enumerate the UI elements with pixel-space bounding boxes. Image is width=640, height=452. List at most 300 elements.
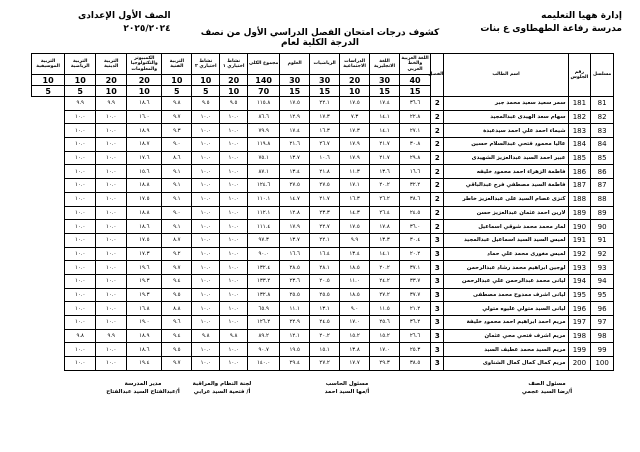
signatures-footer [18,380,622,410]
signature-role: لجنة النظام والمراقبة [192,381,252,387]
score-cell: ١٠.٠ [65,316,96,330]
score-cell: ١٧.٣ [127,247,162,261]
score-cell: ٢٤.٥ [310,316,340,330]
score-cell: ١٠.٠ [65,206,96,220]
score-cell: ١٨.٩ [127,124,162,138]
table-row [32,274,614,288]
student-name-cell: فاطمة السيد مصطفي فرج عبدالباقي [444,179,568,193]
score-cell: ١٤٠.٠ [248,357,280,371]
serial-cell: 86 [591,165,614,179]
score-cell: ١٧.٣ [310,110,340,124]
score-cell: ١٣٣.٢ [248,274,280,288]
score-cell: ٩.١ [162,220,192,234]
score-cell: ٩.٢ [162,247,192,261]
score-cell: ١٧.٠ [370,343,400,357]
score-cell: ١٠.٠ [65,138,96,152]
score-cell: ٩.٣ [162,124,192,138]
seat-number-cell: 186 [568,165,591,179]
score-cell: ١٣.٧ [280,151,310,165]
table-row [32,233,614,247]
seat-number-cell: 200 [568,357,591,371]
column-header: اللغة الانجليزية [370,54,400,75]
score-cell: ١٠.٠ [65,274,96,288]
score-cell: ١١.٥ [370,302,400,316]
column-header: التربية الدينية [96,54,127,75]
max-score-cell: 20 [220,75,248,86]
score-cell: ١٦.٨ [127,302,162,316]
score-cell: ١٣.٤ [340,247,370,261]
score-cell: ١٠.٠ [192,261,220,275]
score-cell: ١٣.٦ [370,165,400,179]
seat-number-cell: 190 [568,220,591,234]
score-cell: ١٠.٠ [96,165,127,179]
serial-cell: 98 [591,329,614,343]
table-row [32,329,614,343]
table-row [32,110,614,124]
score-cell: ٣٨.٦ [400,192,431,206]
seat-number-cell: 192 [568,247,591,261]
score-cell: ٢٢.١ [310,97,340,111]
signature-role: مسئول الصف [528,381,566,387]
class-cell: 3 [431,274,444,288]
min-score-cell: 15 [400,86,431,97]
score-cell: ٢٤.٢ [370,274,400,288]
score-cell: ٩.٧ [162,110,192,124]
score-cell: ٢٢.٧ [310,220,340,234]
min-score-cell: 5 [32,86,65,97]
score-cell: ٢٠.٢ [370,179,400,193]
student-name-cell: عاليا محمود فتحي عبدالسلام حسين [444,138,568,152]
score-cell: ١٧.٥ [280,97,310,111]
score-cell: ٩.٨ [162,97,192,111]
score-cell: ١٠.٠ [220,302,248,316]
column-header: نشاط اختياري ١ [220,54,248,75]
score-cell: ١٠.٠ [192,220,220,234]
score-cell: ٢٨.١ [310,261,340,275]
score-cell: ١٠.٠ [192,302,220,316]
score-cell: ٢٧.٢ [310,357,340,371]
score-cell: ١٣.٧ [280,233,310,247]
score-cell: ١٠.٠ [65,288,96,302]
serial-cell: 82 [591,110,614,124]
grade-info [78,10,171,36]
column-header: نشاط اختياري ٢ [192,54,220,75]
min-score-cell: 10 [96,86,127,97]
class-cell: 2 [431,138,444,152]
score-cell: ٣٢.٢ [400,179,431,193]
score-cell: ٢١.٦ [280,138,310,152]
score-cell: ١١٢.١ [248,206,280,220]
student-name-cell: فاطمة الزهراء احمد محمود خليفه [444,165,568,179]
min-score-cell: 15 [310,86,340,97]
score-cell: ٩.٩ [65,97,96,111]
score-cell: ١٠.٠ [96,261,127,275]
serial-cell: 93 [591,261,614,275]
admin-name: إدارة ههيا التعليمه [541,11,622,21]
score-cell: ١٧.٥ [340,97,370,111]
column-header: العلوم [280,54,310,75]
score-cell: ٢٠.٢ [400,247,431,261]
score-cell: ٨٩.٢ [248,329,280,343]
student-name-cell: ليانى اشرف ممدوح محمد مصطفى [444,288,568,302]
score-cell: ١٦.٣ [340,192,370,206]
score-cell: ٢٩.٣ [370,357,400,371]
grades-table [31,53,614,371]
serial-cell: 97 [591,316,614,330]
score-cell: ١٢.١ [280,329,310,343]
score-cell: ٢٧.٥ [280,179,310,193]
score-cell: ١٣٢.٨ [248,288,280,302]
max-score-cell: 20 [96,75,127,86]
min-score-cell: 15 [370,86,400,97]
score-cell: ١٤.٧ [280,192,310,206]
score-cell: ١٠.٠ [220,138,248,152]
score-cell: ٩.٥ [162,288,192,302]
class-cell: 3 [431,357,444,371]
class-cell: 3 [431,329,444,343]
score-cell: ١٠.٠ [96,124,127,138]
serial-cell: 99 [591,343,614,357]
score-cell: ١٤.١ [370,110,400,124]
table-row [32,138,614,152]
score-cell: ١٠.٠ [220,343,248,357]
score-cell: ١٩.٣ [127,288,162,302]
score-cell: ٣٠.٤ [400,233,431,247]
score-cell: ١٧.٥ [127,233,162,247]
score-cell: ١٠.٠ [96,138,127,152]
student-name-cell: مريم السيد محمد عطيف السيد [444,343,568,357]
signature-computer-officer [292,380,402,396]
min-score-cell: 15 [280,86,310,97]
class-cell: 3 [431,288,444,302]
table-row [32,192,614,206]
score-cell: ٢٢.٩ [280,316,310,330]
score-cell: ١٠.٠ [65,165,96,179]
title-text: كشوف درجات امتحان الفصل الدراسي الأول من نصف الدرجة الكلية لعام [200,28,440,48]
header-row [32,54,614,75]
seat-number-cell: 195 [568,288,591,302]
score-cell: ٩.٥ [192,97,220,111]
score-cell: ١٩.٠ [127,316,162,330]
score-cell: ١٠.٠ [65,192,96,206]
signature-name: أ/ فتحية السيد عرابي [193,389,251,395]
score-cell: ١٠.٠ [65,110,96,124]
score-cell: ١٠.٦ [310,151,340,165]
score-cell: ١٠.٠ [220,110,248,124]
class-cell: 2 [431,179,444,193]
min-score-cell: 5 [65,86,96,97]
score-cell: ٩.٨ [65,329,96,343]
table-row [32,151,614,165]
score-cell: ١٧.٩ [340,138,370,152]
class-cell: 3 [431,233,444,247]
column-header: الدراسات الاجتماعية [340,54,370,75]
student-name-cell: سهام سعد الهيدى عبدالمجيد [444,110,568,124]
column-header: مجموع الكلي [248,54,280,75]
seat-number-cell: 194 [568,274,591,288]
score-cell: ١٠.٠ [96,179,127,193]
score-cell: ١٠.٠ [192,274,220,288]
score-cell: ١١.٠ [340,274,370,288]
serial-cell: 83 [591,124,614,138]
max-score-cell: 10 [192,75,220,86]
score-cell: ١٥.٢ [340,329,370,343]
column-header: الفصل [431,54,444,97]
score-cell: ١٤.٣ [340,206,370,220]
class-cell: 2 [431,97,444,111]
class-cell: 2 [431,165,444,179]
score-cell: ٢٦.٤ [370,206,400,220]
score-cell: ٧٥.١ [248,151,280,165]
max-score-cell: 40 [400,75,431,86]
seat-number-cell: 181 [568,97,591,111]
max-score-cell: 30 [370,75,400,86]
score-cell: ١٦.٣ [310,124,340,138]
class-cell: 3 [431,261,444,275]
score-cell: ١٠.٠ [65,179,96,193]
class-cell: 3 [431,302,444,316]
score-cell: ٩.٧ [162,261,192,275]
table-row [32,343,614,357]
score-cell: ٩.٠ [162,138,192,152]
min-score-cell: 5 [192,86,220,97]
score-cell: ٢٤.٥ [400,206,431,220]
score-cell: ٩.٥ [162,343,192,357]
score-cell: ١٤.١ [370,124,400,138]
score-cell: ١١.٣ [340,165,370,179]
student-name-cell: كنزى عصام السيد على عبدالعزيز خاطر [444,192,568,206]
signature-principal [78,380,208,396]
score-cell: ١٠.٠ [220,247,248,261]
score-cell: ١٠.٠ [65,247,96,261]
serial-cell: 90 [591,220,614,234]
table-row [32,261,614,275]
serial-cell: 84 [591,138,614,152]
serial-cell: 85 [591,151,614,165]
seat-number-cell: 191 [568,233,591,247]
score-cell: ١٠.٠ [220,288,248,302]
score-cell: ٨.٦ [162,151,192,165]
score-cell: ١٠.٠ [96,316,127,330]
score-cell: ٣٨.٥ [400,357,431,371]
score-cell: ١٠.٠ [96,288,127,302]
score-cell: ١٧.٨ [370,220,400,234]
score-cell: ١٨.٥ [340,288,370,302]
student-name-cell: لارين احمد عثمان عبدالعزيز حسن [444,206,568,220]
table-row [32,316,614,330]
score-cell: ١٠.٠ [65,357,96,371]
score-cell: ٢٧.١ [400,124,431,138]
column-header: مسلسل [591,54,614,97]
score-cell: ١٠.٠ [220,124,248,138]
score-cell: ١٠.٠ [192,233,220,247]
score-cell: ١٧.٤ [370,97,400,111]
student-name-cell: لميس السيد السيد اسماعيل عبدالمجيد [444,233,568,247]
student-name-cell: مريم اشرف فتحي محي عثمان [444,329,568,343]
score-cell: ١٨.٩ [127,329,162,343]
column-header: اللغة العربية والخط العربي [400,54,431,75]
score-cell: ٢٥.٥ [280,288,310,302]
score-cell: ١٩.٣ [127,274,162,288]
table-row [32,220,614,234]
score-cell: ١٠.٠ [192,179,220,193]
table-row [32,124,614,138]
score-cell: ١٠.٠ [96,110,127,124]
score-cell: ٢١.٢ [400,302,431,316]
serial-cell: 94 [591,274,614,288]
score-cell: ١٦.٤ [310,247,340,261]
score-cell: ١٧.٩ [340,151,370,165]
score-cell: ١٠.٠ [96,274,127,288]
score-cell: ٧.٣ [340,110,370,124]
score-cell: ٣٦.٠ [400,220,431,234]
score-cell: ١٣.٨ [340,343,370,357]
serial-cell: 95 [591,288,614,302]
score-cell: ١٠.٠ [220,233,248,247]
score-cell: ٢٠.٢ [370,261,400,275]
score-cell: ٢٨.٥ [280,261,310,275]
score-cell: ١٠.٠ [65,124,96,138]
score-cell: ٦٥.٩ [248,302,280,316]
signature-role: مسئول الحاسب [325,381,369,387]
score-cell: ١٠.٠ [192,206,220,220]
signature-name: أ/مها السيد احمد [324,389,370,395]
score-cell: ١٠.٠ [220,192,248,206]
score-cell: ١٧.٣ [340,124,370,138]
student-name-cell: لوجين ابراهيم محمد رشاد عبدالرحمن [444,261,568,275]
column-header: التربية الفنية [162,54,192,75]
student-name-cell: مريم كمال كمال كمال الشناوى [444,357,568,371]
serial-cell: 100 [591,357,614,371]
score-cell: ١٠.٠ [96,192,127,206]
score-cell: ٢٠.٢ [310,329,340,343]
score-cell: ٢٥.٦ [370,316,400,330]
score-cell: ١١٠.١ [248,192,280,206]
seat-number-cell: 185 [568,151,591,165]
score-cell: ٩.٦ [162,316,192,330]
score-cell: ١٠.٠ [220,220,248,234]
max-score-cell: 30 [280,75,310,86]
score-cell: ١٢٦.٢ [248,316,280,330]
score-cell: ٩.٧ [162,357,192,371]
score-cell: ١٠.٠ [96,151,127,165]
score-cell: ١٠.٠ [220,261,248,275]
score-cell: ١٠.٠ [65,233,96,247]
score-cell: ١٠.٠ [65,151,96,165]
score-cell: ١٧.٤ [280,124,310,138]
table-row [32,302,614,316]
class-cell: 3 [431,247,444,261]
score-cell: ٢٧.٢ [370,288,400,302]
student-name-cell: ليانى محمد عبدالرحمن علي عبدالرحمن [444,274,568,288]
seat-number-cell: 184 [568,138,591,152]
serial-cell: 88 [591,192,614,206]
class-cell: 2 [431,206,444,220]
student-name-cell: مريم احمد ابراهيم احمد محمود خليفة [444,316,568,330]
score-cell: ١٣.١ [310,302,340,316]
score-cell: ١٧.٦ [127,151,162,165]
class-cell: 3 [431,343,444,357]
score-cell: ٢٣.٣ [310,206,340,220]
score-cell: ٩.٩ [340,233,370,247]
score-cell: ١٧.٩ [280,220,310,234]
min-score-cell: 5 [162,86,192,97]
score-cell: ٩.١ [162,165,192,179]
score-cell: ١٠.٠ [220,316,248,330]
column-header: التربية الموسيقية [32,54,65,75]
seat-number-cell: 199 [568,343,591,357]
score-cell: ١٦.٦ [280,247,310,261]
score-cell: ١٠.٠ [192,192,220,206]
score-cell: ١٨.٥ [340,261,370,275]
table-row [32,288,614,302]
students-body [32,97,614,371]
score-cell: ١٠.٠ [220,357,248,371]
grade-name: الصف الأول الإعدادى [78,11,171,21]
score-cell: ٢١.٧ [370,151,400,165]
score-cell: ١٠.٠ [220,179,248,193]
score-cell: ١٤.١ [370,247,400,261]
student-name-cell: عبير احمد السيد عبدالعزيز الشهيدى [444,151,568,165]
score-cell: ١٠.٠ [192,151,220,165]
score-cell: ٣٣.٧ [400,274,431,288]
score-cell: ١٩.٤ [127,357,162,371]
sheet-header [18,8,622,48]
score-cell: ٢٢.٨ [400,110,431,124]
score-cell: ١٦.٠ [127,110,162,124]
score-cell: ٩.٠ [162,206,192,220]
score-cell: ١٠.٠ [65,343,96,357]
min-score-cell: 10 [220,86,248,97]
student-name-cell: ليانى السيد متولي عليوه متولي [444,302,568,316]
max-score-cell: 30 [310,75,340,86]
score-cell: ٢١.٧ [310,192,340,206]
score-cell: ٣٦.٦ [400,97,431,111]
school-info [480,10,622,36]
score-cell: ٨.٧ [162,233,192,247]
score-cell: ١٠.٠ [96,343,127,357]
seat-number-cell: 183 [568,124,591,138]
score-cell: ٢٦.٦ [400,329,431,343]
score-cell: ١٠.٠ [192,288,220,302]
max-score-cell: 20 [340,75,370,86]
column-header: رقم الجلوس [568,54,591,97]
score-cell: ٨٦.٦ [248,110,280,124]
score-cell: ٩.١ [162,179,192,193]
score-cell: ٩.٩ [96,97,127,111]
max-score-cell: 20 [127,75,162,86]
score-cell: ٢٦.٢ [370,192,400,206]
score-cell: ٢٠.٥ [310,274,340,288]
score-cell: ١٠.٠ [192,110,220,124]
column-header: التربية الرياضية [65,54,96,75]
max-score-cell: 10 [162,75,192,86]
score-cell: ١١٥.٨ [248,97,280,111]
signature-name: أ/رضا السيد عجمي [521,389,573,395]
score-cell: ١٠.٠ [96,357,127,371]
score-cell: ١٥.١ [310,343,340,357]
school-name: مدرسة رفاعة الطهطاوى ع بنات [480,24,622,34]
table-row [32,165,614,179]
score-cell: ٢٦.٧ [310,138,340,152]
score-cell: ١٧.١ [340,179,370,193]
score-cell: ١٢.٨ [280,206,310,220]
score-cell: ١٠.٠ [220,206,248,220]
score-cell: ١١.١ [280,302,310,316]
score-cell: ١٧.٧ [340,357,370,371]
score-cell: ١٠.٠ [96,220,127,234]
score-cell: ١١١.٤ [248,220,280,234]
